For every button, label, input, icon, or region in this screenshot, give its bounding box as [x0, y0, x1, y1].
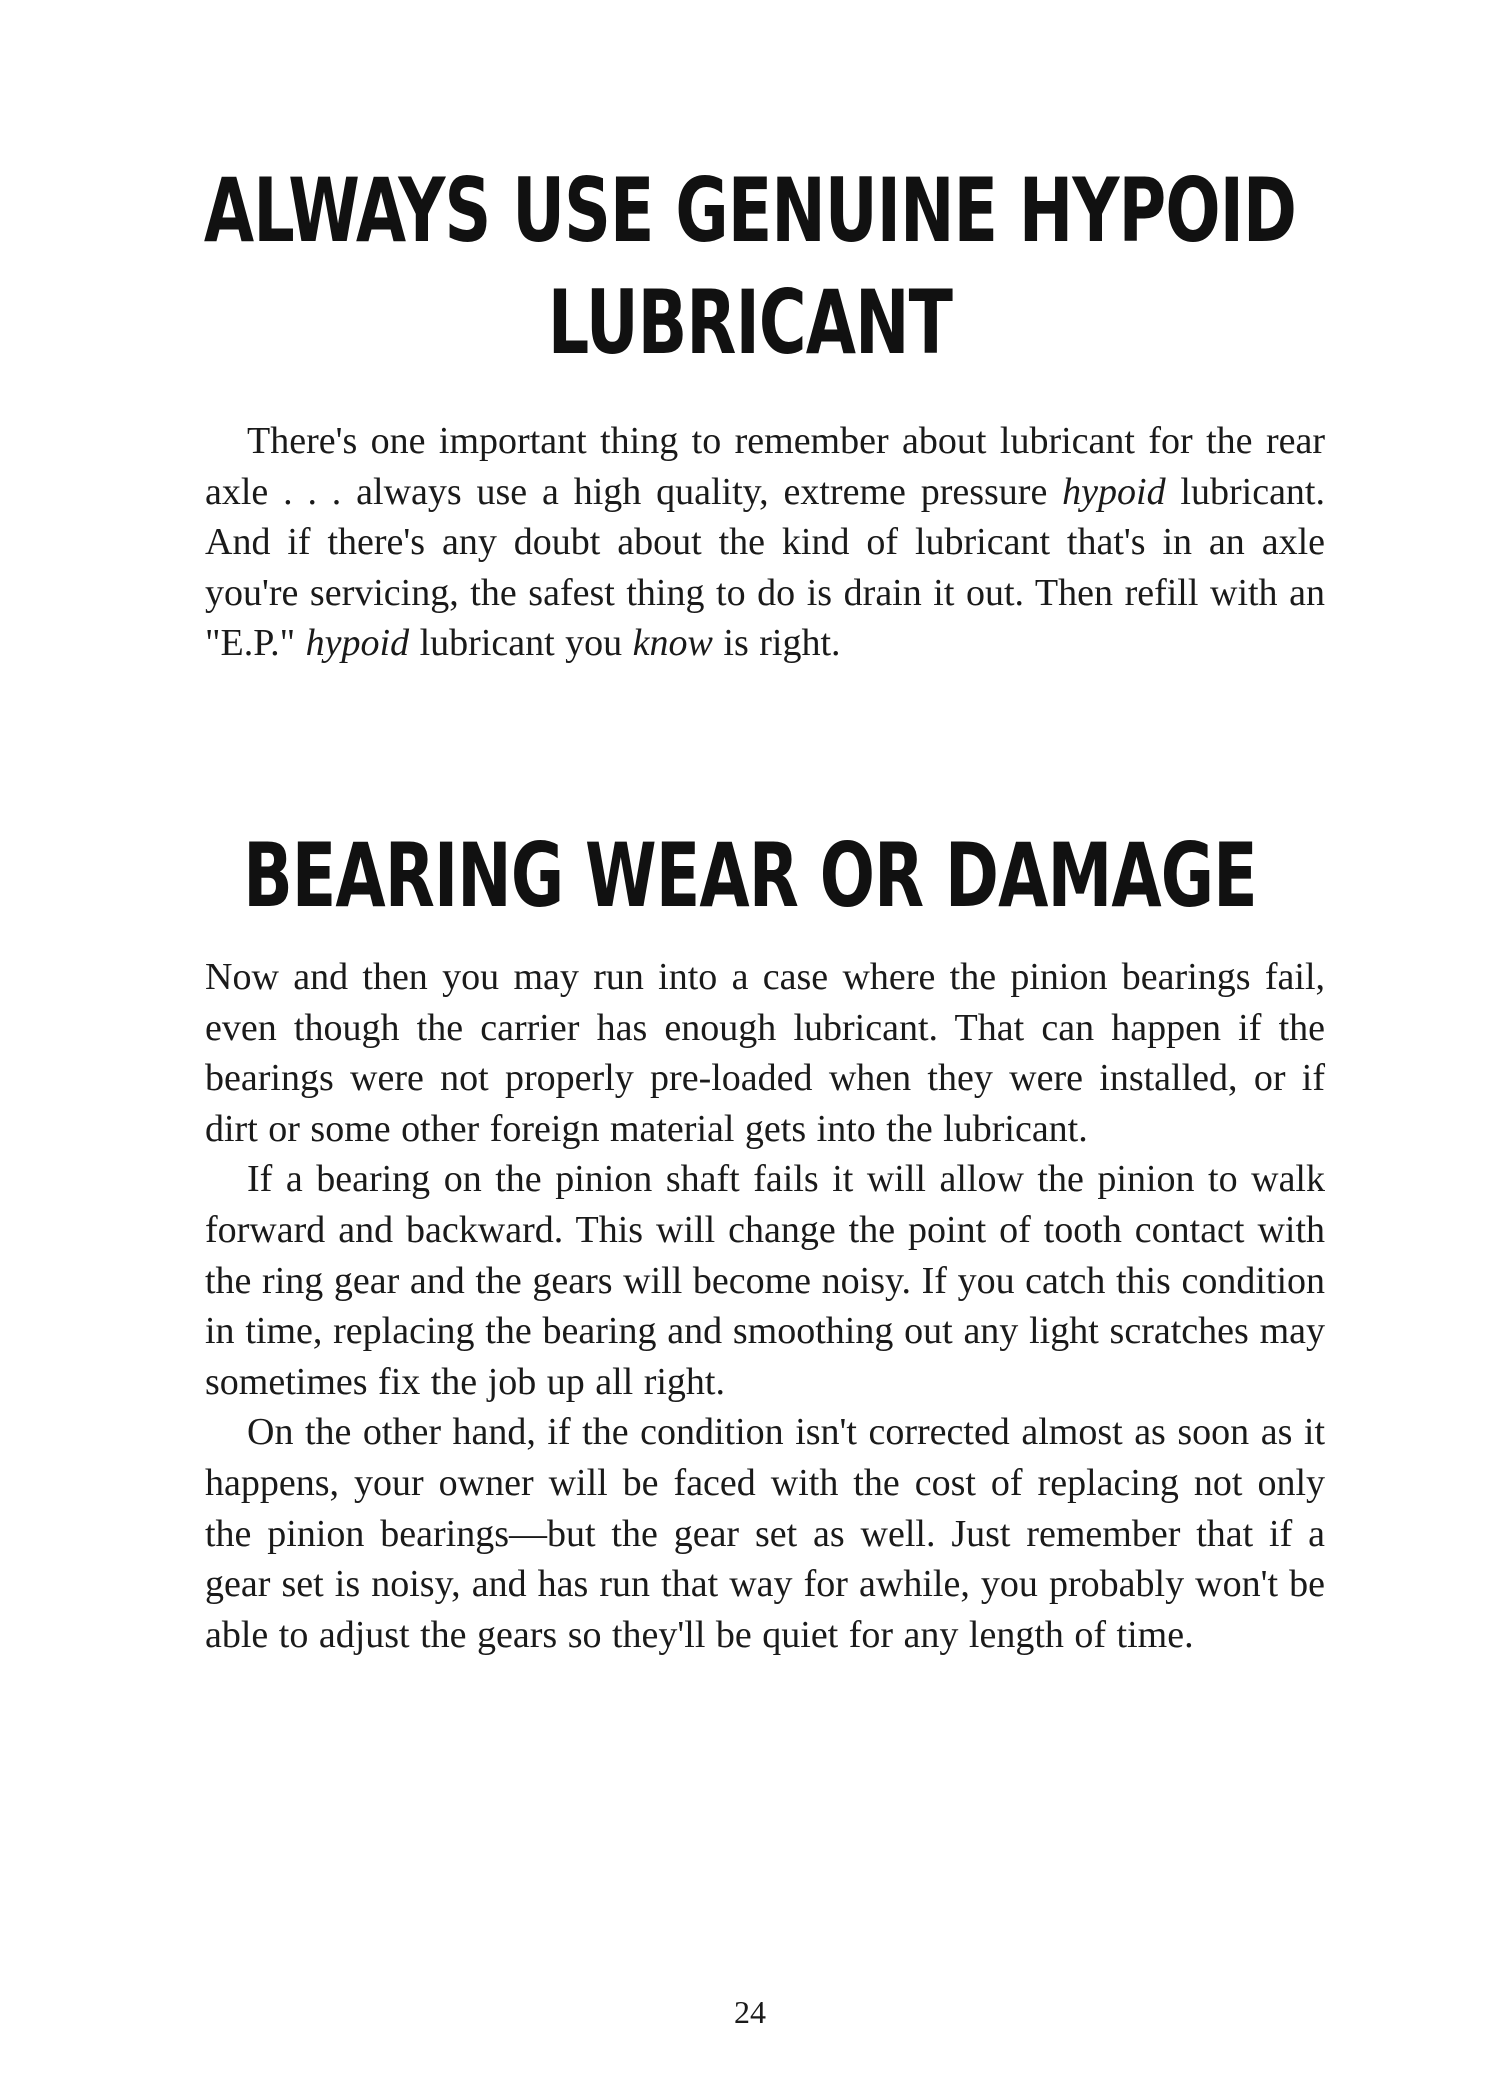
paragraph-lubricant-italic-know: know: [632, 622, 713, 665]
paragraph-lubricant-text-3: lubricant you: [409, 622, 633, 665]
heading-bearing-wear: BEARING WEAR OR DAMAGE: [243, 824, 1257, 927]
bearing-section-body: [205, 952, 1325, 1660]
paragraph-lubricant-text-1: There's one important thing to remember about lubricant for the rear axle . . . always use a high quality, extreme pressure: [205, 420, 1325, 513]
paragraph-lubricant: [205, 416, 1325, 669]
paragraph-lubricant-italic-hypoid-2: hypoid: [305, 622, 410, 665]
paragraph-lubricant-italic-hypoid-1: hypoid: [1062, 470, 1166, 513]
paragraph-bearing-1: Now and then you may run into a case where the pinion bearings fail, even though the carrier has enough lubricant. That can happen if the bearings were not properly pre-loaded when they were installed, or if dirt or some other foreign material gets into the lubricant.: [205, 956, 1325, 1150]
paragraph-bearing-3: On the other hand, if the condition isn't corrected almost as soon as it happens, your owner will be faced with the cost of replacing not only the pinion bearings—but the gear set as well. Just remember that if a gear set is noisy, and has run that way for awhile, you probably won't be able to adjust the gears so they'll be quiet for any length of time.: [205, 1411, 1325, 1656]
paragraph-lubricant-text-4: is right.: [712, 622, 841, 665]
paragraph-lubricant-text-2: lubricant. And if there's any doubt about the kind of lubricant that's in an axle you're servicing, the safest thing to do is drain it out. Then refill with an "E.P.": [205, 470, 1325, 665]
page-number: 24: [734, 1994, 766, 2030]
paragraph-bearing-2: If a bearing on the pinion shaft fails it will allow the pinion to walk forward and backward. This will change the point of tooth contact with the ring gear and the gears will become noisy. If you catch this condition in time, replacing the bearing and smoothing out any light scratches may sometimes fix the job up all right.: [205, 1158, 1325, 1403]
heading-hypoid-lubricant: ALWAYS USE GENUINE HYPOID LUBRICANT: [203, 159, 1297, 374]
